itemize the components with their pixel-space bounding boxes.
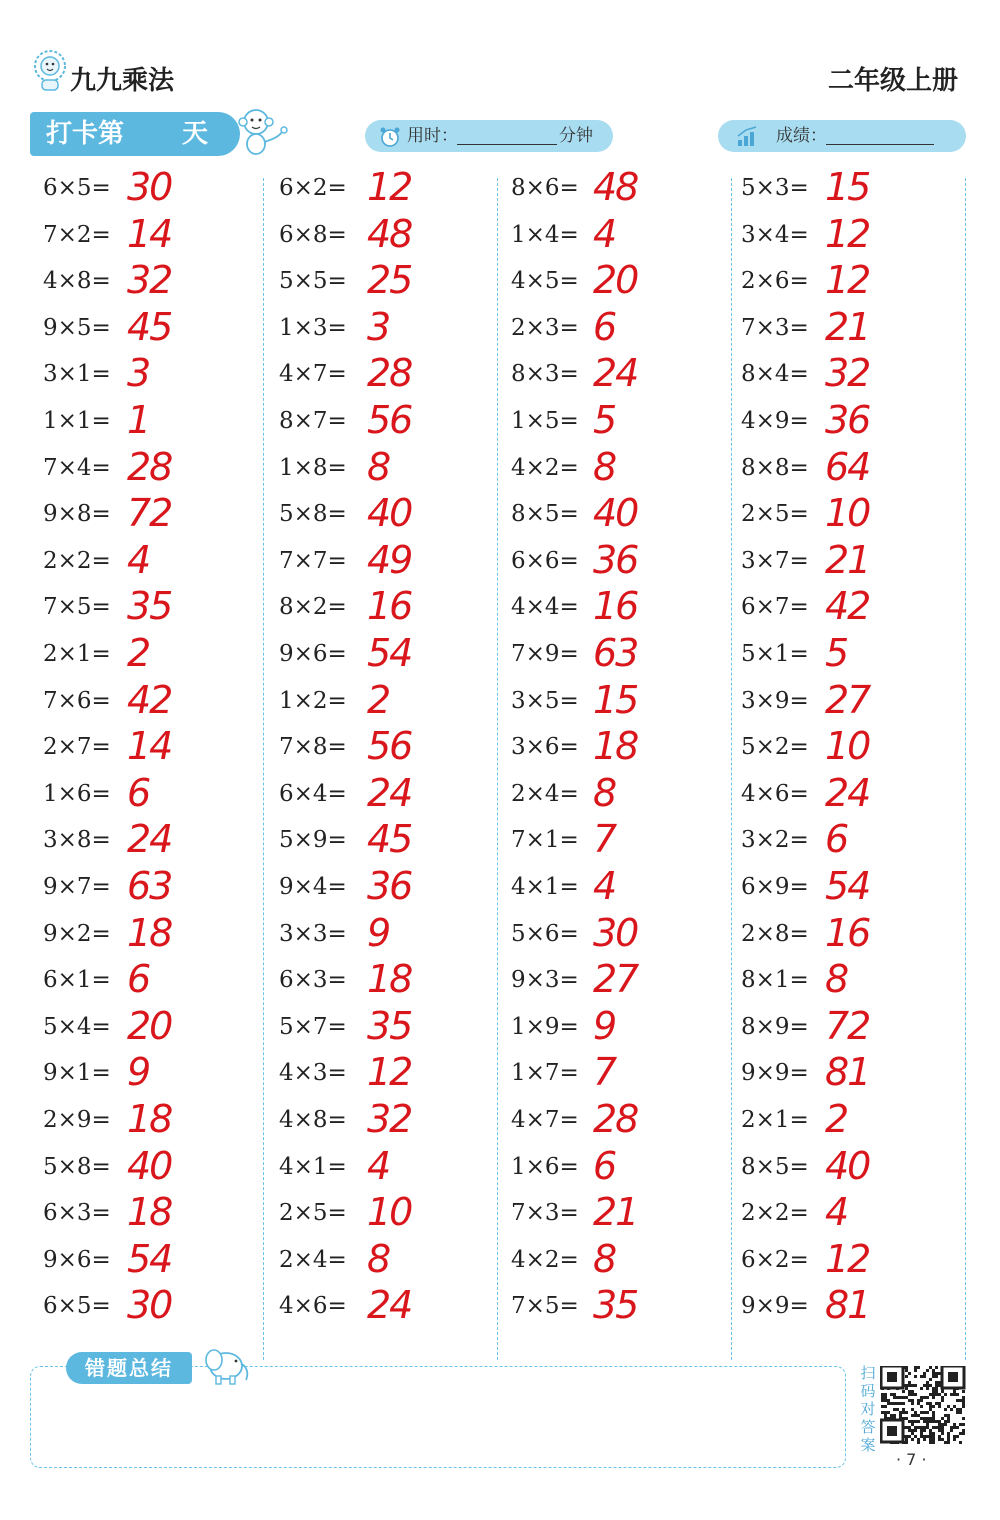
handwritten-answer: 32 [127, 258, 172, 303]
problem-expression: 7×3= [741, 314, 809, 341]
handwritten-answer: 18 [127, 1190, 172, 1235]
handwritten-answer: 49 [367, 537, 412, 582]
handwritten-answer: 30 [593, 910, 638, 955]
handwritten-answer: 32 [367, 1097, 412, 1141]
problem-expression: 6×5= [43, 1293, 111, 1320]
handwritten-answer: 8 [367, 444, 390, 489]
problem-expression: 6×3= [43, 1200, 111, 1227]
column-divider [497, 178, 498, 1360]
handwritten-answer: 4 [127, 537, 150, 582]
problem-expression: 4×8= [279, 1107, 347, 1133]
problem-expression: 4×8= [43, 268, 111, 295]
time-label: 用时： [407, 126, 458, 146]
handwritten-answer: 4 [367, 1143, 390, 1188]
problem-expression: 7×4= [43, 454, 111, 481]
problem-expression: 2×8= [741, 920, 809, 947]
problem-expression: 5×9= [279, 827, 347, 854]
problem-expression: 2×6= [741, 268, 809, 295]
handwritten-answer: 32 [825, 351, 870, 396]
problem-expression: 6×3= [279, 967, 347, 994]
handwritten-answer: 21 [825, 304, 870, 349]
monkey-icon [234, 102, 292, 160]
problem-expression: 7×6= [43, 687, 111, 714]
handwritten-answer: 20 [593, 258, 638, 303]
column-divider [965, 178, 966, 1360]
handwritten-answer: 16 [593, 584, 638, 629]
handwritten-answer: 40 [593, 491, 638, 536]
handwritten-answer: 24 [367, 770, 412, 815]
handwritten-answer: 54 [367, 631, 412, 675]
problem-expression: 9×3= [511, 967, 579, 994]
problem-expression: 5×1= [741, 641, 809, 667]
problem-expression: 5×3= [741, 175, 809, 201]
handwritten-answer: 12 [367, 1050, 412, 1095]
handwritten-answer: 25 [367, 258, 412, 303]
problem-expression: 7×5= [43, 594, 111, 621]
handwritten-answer: 21 [593, 1190, 638, 1235]
problem-expression: 3×2= [741, 827, 809, 854]
problem-expression: 6×7= [741, 594, 809, 621]
problem-expression: 6×2= [741, 1246, 809, 1273]
problem-expression: 2×7= [43, 734, 111, 761]
handwritten-answer: 54 [127, 1236, 172, 1281]
handwritten-answer: 40 [127, 1143, 172, 1188]
handwritten-answer: 8 [593, 444, 616, 489]
handwritten-answer: 4 [593, 211, 616, 256]
handwritten-answer: 20 [127, 1003, 172, 1048]
problem-expression: 7×2= [43, 221, 111, 248]
handwritten-answer: 12 [825, 211, 870, 256]
problem-expression: 2×1= [741, 1107, 809, 1133]
problem-expression: 6×4= [279, 780, 347, 807]
alarm-clock-icon [379, 126, 401, 148]
handwritten-answer: 21 [825, 537, 870, 582]
problem-expression: 6×9= [741, 874, 809, 900]
handwritten-answer: 14 [127, 211, 172, 256]
column-divider [263, 178, 264, 1360]
problem-expression: 3×9= [741, 687, 809, 714]
problem-expression: 1×7= [511, 1060, 579, 1087]
handwritten-answer: 6 [593, 304, 616, 349]
problem-expression: 4×9= [741, 408, 809, 434]
punch-card-banner [30, 112, 240, 156]
problem-expression: 6×6= [511, 547, 579, 574]
problem-expression: 6×2= [279, 175, 347, 201]
handwritten-answer: 14 [127, 724, 172, 769]
handwritten-answer: 40 [825, 1143, 870, 1188]
score-label: 成绩： [776, 126, 827, 146]
handwritten-answer: 16 [367, 584, 412, 629]
handwritten-answer: 8 [825, 957, 848, 1002]
problem-expression: 8×4= [741, 361, 809, 388]
handwritten-answer: 35 [127, 584, 172, 629]
handwritten-answer: 35 [367, 1003, 412, 1048]
elephant-icon [196, 1344, 254, 1386]
page-title: 九九乘法 [70, 66, 175, 96]
handwritten-answer: 6 [593, 1143, 616, 1188]
handwritten-answer: 18 [367, 957, 412, 1002]
handwritten-answer: 15 [825, 165, 870, 209]
handwritten-answer: 2 [825, 1097, 848, 1141]
problem-expression: 3×3= [279, 920, 347, 947]
problem-expression: 9×5= [43, 314, 111, 341]
problem-expression: 4×1= [511, 874, 579, 900]
problem-expression: 4×3= [279, 1060, 347, 1087]
mistake-summary-label: 错题总结 [66, 1352, 192, 1384]
handwritten-answer: 9 [367, 910, 390, 955]
problem-expression: 6×1= [43, 967, 111, 994]
handwritten-answer: 10 [367, 1190, 412, 1235]
handwritten-answer: 5 [825, 631, 848, 675]
problem-expression: 9×6= [43, 1246, 111, 1273]
score-blank[interactable] [826, 144, 934, 145]
handwritten-answer: 18 [593, 724, 638, 769]
handwritten-answer: 30 [127, 165, 172, 209]
handwritten-answer: 28 [593, 1097, 638, 1141]
problem-expression: 1×8= [279, 454, 347, 481]
problem-expression: 7×5= [511, 1293, 579, 1320]
problem-expression: 4×7= [511, 1107, 579, 1133]
handwritten-answer: 72 [127, 491, 172, 536]
problem-expression: 2×9= [43, 1107, 111, 1133]
page-number: · 7 · [896, 1450, 927, 1469]
problem-expression: 4×4= [511, 594, 579, 621]
problem-expression: 3×5= [511, 687, 579, 714]
handwritten-answer: 48 [593, 165, 638, 209]
problem-expression: 8×2= [279, 594, 347, 621]
handwritten-answer: 8 [593, 770, 616, 815]
handwritten-answer: 24 [367, 1283, 412, 1328]
time-blank[interactable] [457, 144, 557, 145]
problem-expression: 9×9= [741, 1060, 809, 1087]
handwritten-answer: 4 [593, 864, 616, 908]
problem-expression: 8×9= [741, 1013, 809, 1040]
handwritten-answer: 9 [593, 1003, 616, 1048]
qr-code-icon[interactable] [880, 1366, 966, 1444]
problem-expression: 5×8= [279, 501, 347, 528]
scan-answers-label: 扫码对答案 [860, 1364, 876, 1454]
problem-expression: 8×5= [741, 1153, 809, 1180]
handwritten-answer: 56 [367, 724, 412, 769]
handwritten-answer: 8 [367, 1236, 390, 1281]
handwritten-answer: 2 [127, 631, 150, 675]
handwritten-answer: 42 [825, 584, 870, 629]
problem-expression: 9×7= [43, 874, 111, 900]
problem-expression: 7×1= [511, 827, 579, 854]
problem-expression: 7×7= [279, 547, 347, 574]
handwritten-answer: 18 [127, 1097, 172, 1141]
problem-expression: 7×9= [511, 641, 579, 667]
handwritten-answer: 81 [825, 1283, 870, 1328]
handwritten-answer: 36 [825, 398, 870, 442]
handwritten-answer: 7 [593, 1050, 616, 1095]
problem-expression: 2×2= [43, 547, 111, 574]
problem-expression: 8×5= [511, 501, 579, 528]
problem-expression: 5×5= [279, 268, 347, 295]
problem-expression: 3×7= [741, 547, 809, 574]
problem-expression: 2×4= [279, 1246, 347, 1273]
handwritten-answer: 24 [127, 817, 172, 862]
handwritten-answer: 10 [825, 724, 870, 769]
grade-label: 二年级上册 [827, 66, 958, 96]
problem-expression: 8×8= [741, 454, 809, 481]
handwritten-answer: 24 [593, 351, 638, 396]
handwritten-answer: 18 [127, 910, 172, 955]
handwritten-answer: 1 [127, 398, 150, 442]
problem-expression: 9×9= [741, 1293, 809, 1320]
problem-expression: 4×2= [511, 454, 579, 481]
handwritten-answer: 8 [593, 1236, 616, 1281]
handwritten-answer: 3 [127, 351, 150, 396]
handwritten-answer: 16 [825, 910, 870, 955]
problem-expression: 4×6= [279, 1293, 347, 1320]
handwritten-answer: 12 [825, 1236, 870, 1281]
lion-icon [30, 48, 70, 92]
handwritten-answer: 27 [825, 677, 870, 722]
problem-expression: 1×6= [43, 780, 111, 807]
problem-expression: 5×7= [279, 1013, 347, 1040]
score-field [718, 120, 966, 152]
problem-expression: 1×9= [511, 1013, 579, 1040]
problem-expression: 3×6= [511, 734, 579, 761]
problem-expression: 6×5= [43, 175, 111, 201]
problem-expression: 3×4= [741, 221, 809, 248]
problem-expression: 5×4= [43, 1013, 111, 1040]
problem-expression: 9×4= [279, 874, 347, 900]
handwritten-answer: 4 [825, 1190, 848, 1235]
handwritten-answer: 6 [127, 770, 150, 815]
problem-expression: 3×8= [43, 827, 111, 854]
problem-expression: 2×5= [279, 1200, 347, 1227]
problem-expression: 1×4= [511, 221, 579, 248]
problem-expression: 9×1= [43, 1060, 111, 1087]
time-field [365, 120, 613, 152]
problem-expression: 9×2= [43, 920, 111, 947]
time-unit: 分钟 [559, 126, 593, 146]
problem-expression: 2×5= [741, 501, 809, 528]
handwritten-answer: 63 [127, 864, 172, 908]
handwritten-answer: 9 [127, 1050, 150, 1095]
problem-expression: 4×1= [279, 1153, 347, 1180]
handwritten-answer: 45 [367, 817, 412, 862]
handwritten-answer: 6 [825, 817, 848, 862]
problem-expression: 4×5= [511, 268, 579, 295]
problem-expression: 9×6= [279, 641, 347, 667]
problem-expression: 6×8= [279, 221, 347, 248]
problem-expression: 7×3= [511, 1200, 579, 1227]
handwritten-answer: 5 [593, 398, 616, 442]
handwritten-answer: 27 [593, 957, 638, 1002]
problem-expression: 2×1= [43, 641, 111, 667]
problem-expression: 3×1= [43, 361, 111, 388]
handwritten-answer: 56 [367, 398, 412, 442]
problem-expression: 8×7= [279, 408, 347, 434]
handwritten-answer: 15 [593, 677, 638, 722]
handwritten-answer: 54 [825, 864, 870, 908]
handwritten-answer: 28 [367, 351, 412, 396]
problem-expression: 4×6= [741, 780, 809, 807]
handwritten-answer: 72 [825, 1003, 870, 1048]
handwritten-answer: 12 [367, 165, 412, 209]
problem-expression: 8×3= [511, 361, 579, 388]
bar-chart-icon [736, 124, 760, 148]
handwritten-answer: 45 [127, 304, 172, 349]
problem-expression: 4×7= [279, 361, 347, 388]
problem-expression: 1×1= [43, 408, 111, 434]
handwritten-answer: 7 [593, 817, 616, 862]
problem-expression: 5×8= [43, 1153, 111, 1180]
handwritten-answer: 10 [825, 491, 870, 536]
handwritten-answer: 48 [367, 211, 412, 256]
punch-card-label: 打卡第 [46, 119, 125, 149]
handwritten-answer: 36 [367, 864, 412, 908]
problem-expression: 1×3= [279, 314, 347, 341]
column-divider [731, 178, 732, 1360]
problem-expression: 5×6= [511, 920, 579, 947]
problem-expression: 1×5= [511, 408, 579, 434]
handwritten-answer: 3 [367, 304, 390, 349]
handwritten-answer: 12 [825, 258, 870, 303]
handwritten-answer: 28 [127, 444, 172, 489]
problem-expression: 1×2= [279, 687, 347, 714]
problem-expression: 4×2= [511, 1246, 579, 1273]
problem-expression: 8×1= [741, 967, 809, 994]
handwritten-answer: 42 [127, 677, 172, 722]
problem-expression: 7×8= [279, 734, 347, 761]
handwritten-answer: 35 [593, 1283, 638, 1328]
handwritten-answer: 40 [367, 491, 412, 536]
problem-expression: 5×2= [741, 734, 809, 761]
punch-card-day-label: 天 [182, 119, 209, 149]
handwritten-answer: 6 [127, 957, 150, 1002]
problem-expression: 9×8= [43, 501, 111, 528]
handwritten-answer: 81 [825, 1050, 870, 1095]
problem-expression: 8×6= [511, 175, 579, 201]
handwritten-answer: 24 [825, 770, 870, 815]
problem-expression: 2×2= [741, 1200, 809, 1227]
problem-expression: 2×3= [511, 314, 579, 341]
problem-expression: 2×4= [511, 780, 579, 807]
handwritten-answer: 36 [593, 537, 638, 582]
handwritten-answer: 64 [825, 444, 870, 489]
handwritten-answer: 30 [127, 1283, 172, 1328]
problem-expression: 1×6= [511, 1153, 579, 1180]
handwritten-answer: 63 [593, 631, 638, 675]
handwritten-answer: 2 [367, 677, 390, 722]
